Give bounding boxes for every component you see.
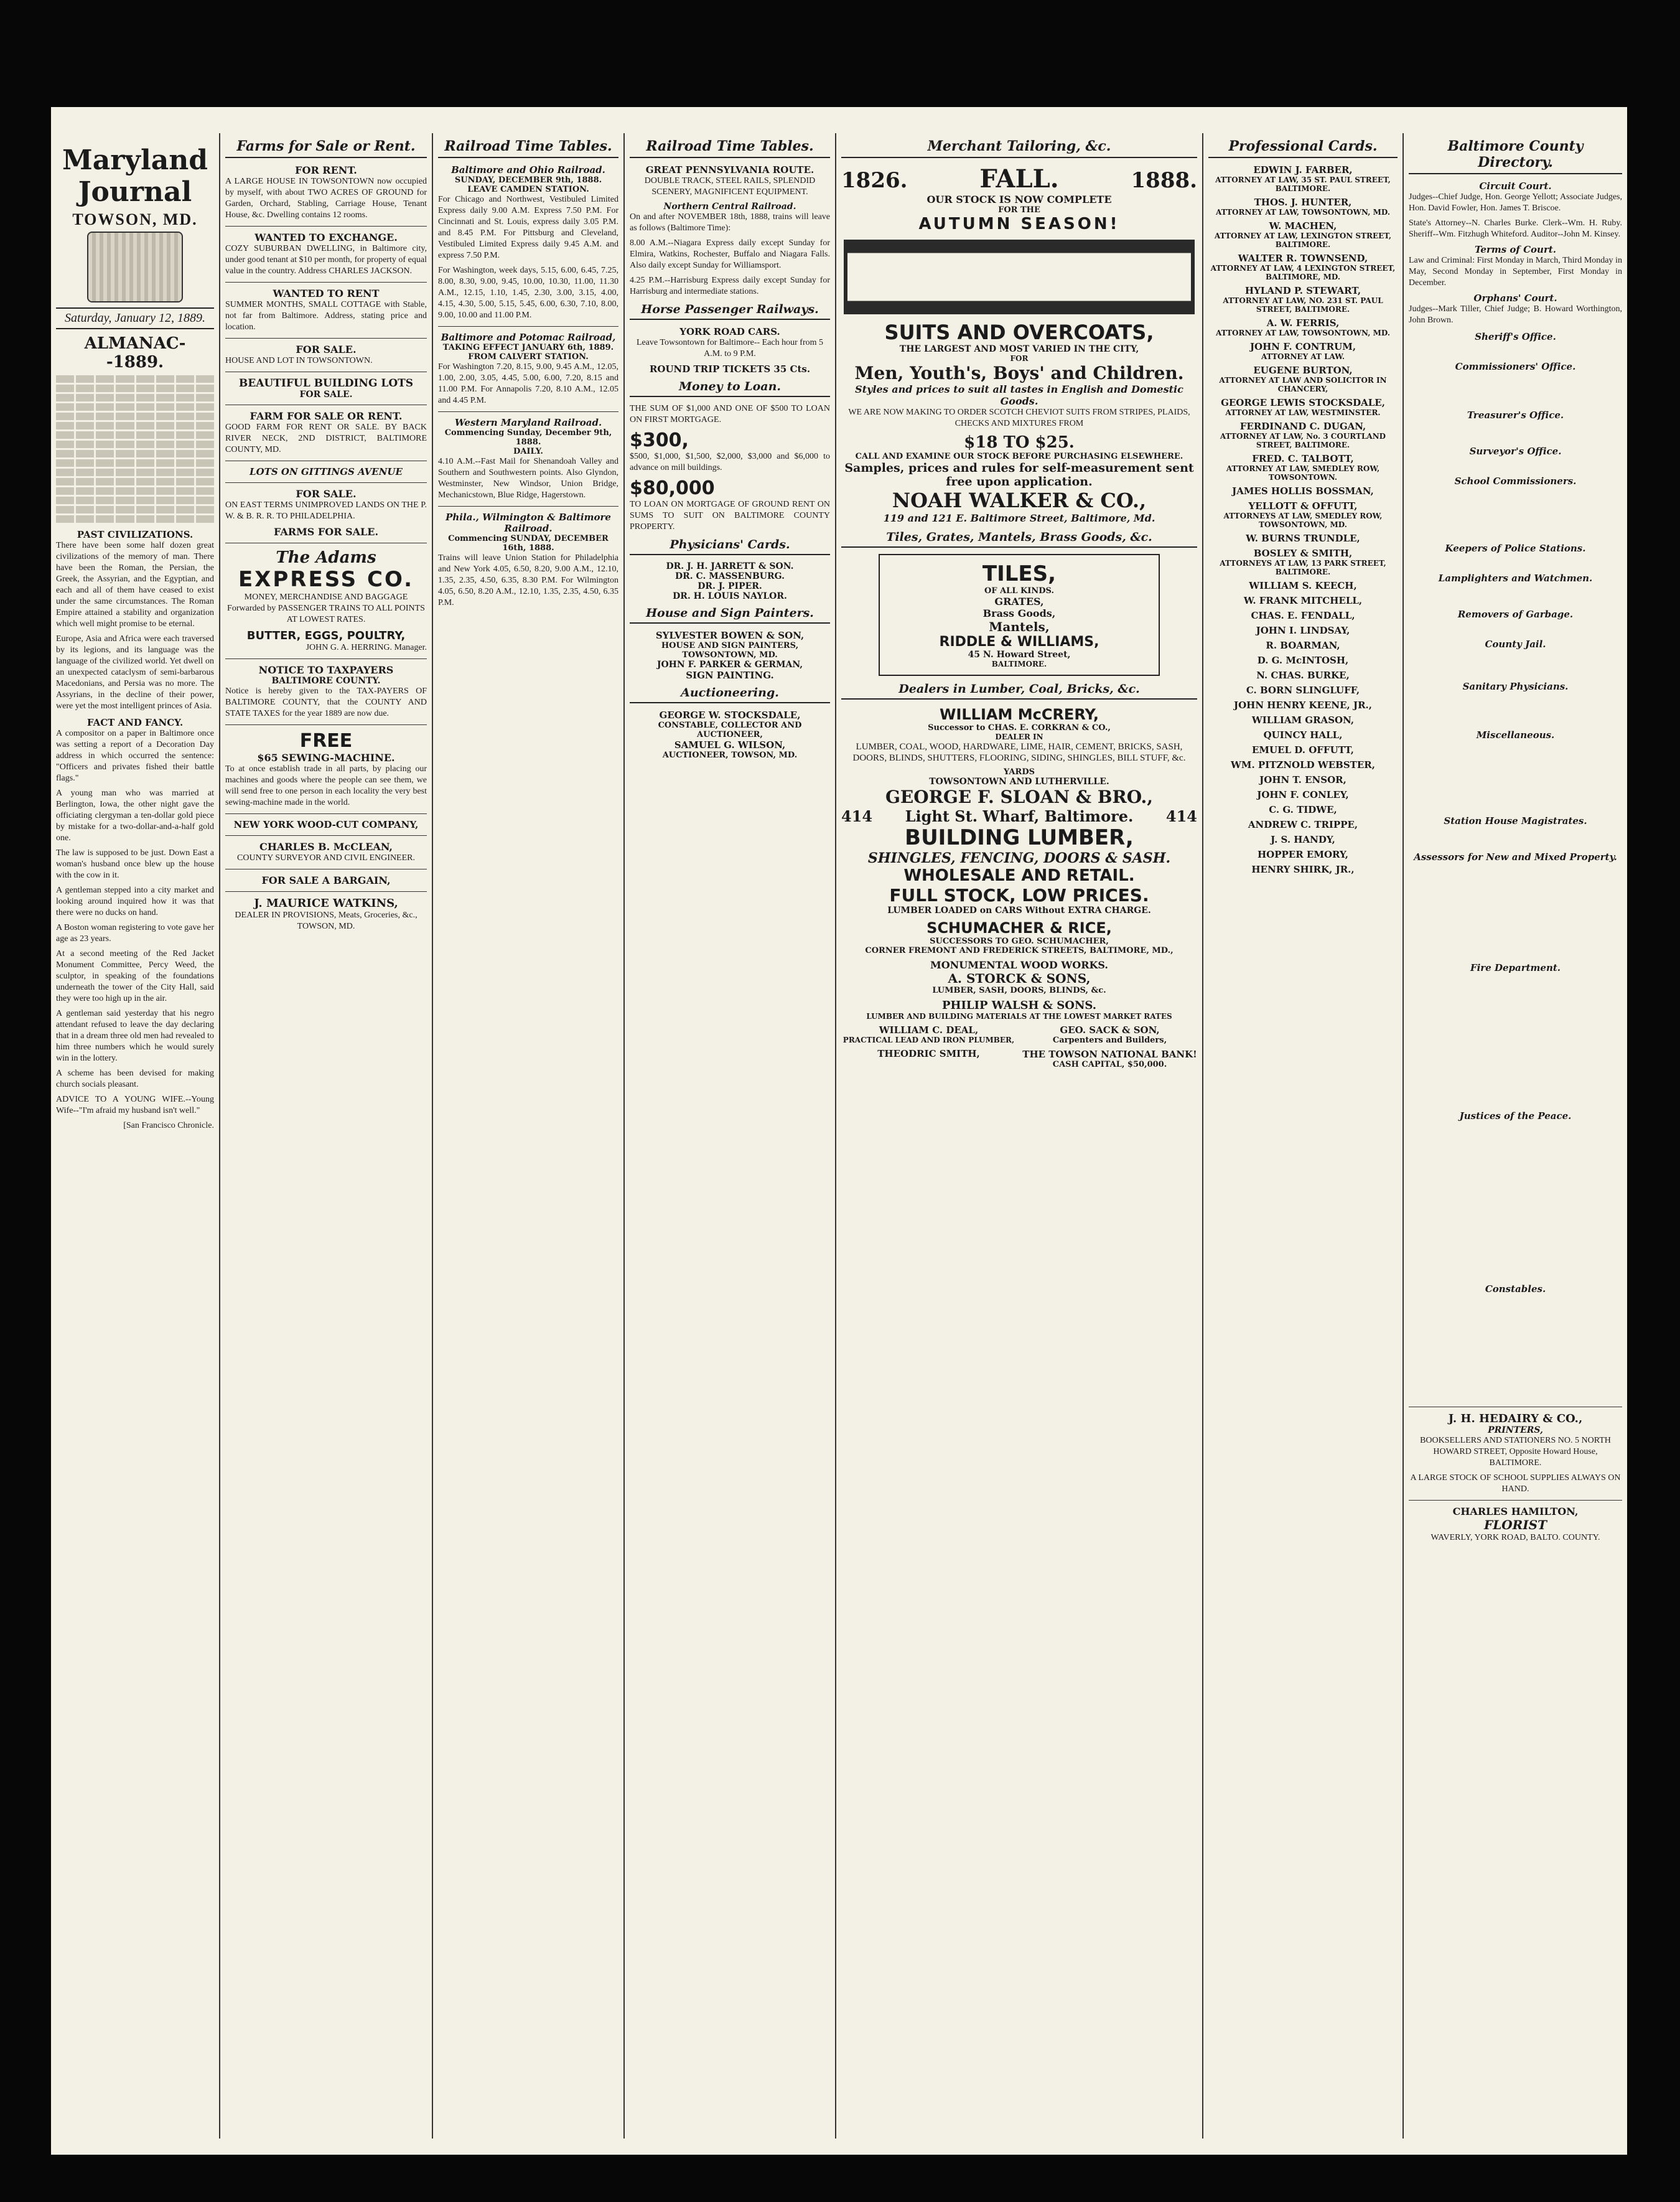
section-divider [438, 411, 618, 412]
wholesale-banner: WHOLESALE AND RETAIL. [903, 866, 1135, 885]
lawyer-card: D. G. McINTOSH, [1257, 655, 1349, 666]
railroad-name: Northern Central Railroad. [663, 202, 796, 212]
lawyer-card: EMUEL D. OFFUTT, [1251, 744, 1355, 756]
schedule-text: On and after NOVEMBER 18th, 1888, trains will leave as follows (Baltimore Time): [630, 212, 830, 233]
lumber-note: LUMBER LOADED on CARS Without EXTRA CHARGE. [887, 906, 1151, 916]
county-directory-column [1404, 138, 1627, 2139]
article-paragraph: Europe, Asia and Africa were each traversed by its legions, and its language was the language of the civilized world. Yet dwell on an unexpected cataclysm of semi-barbarous Macedonians, and Persia was no more. The Assyrians, in the decline of their power, were yet the most intelligent princes of Asia. [56, 634, 214, 711]
lumber-goods: LUMBER, COAL, WOOD, HARDWARE, LIME, HAIR, CEMENT, BRICKS, SASH, DOORS, BLINDS, SHUTTERS, FLOORING, SIDING, SHINGLES, BILL STUFF, &c. [852, 742, 1186, 763]
section-divider [438, 326, 618, 327]
lawyer-card-sub: ATTORNEYS AT LAW, 13 PARK STREET, BALTIMORE. [1220, 559, 1386, 576]
ad-body: A LARGE HOUSE IN TOWSONTOWN now occupied by myself, with about TWO ACRES OF GROUND for Garden, Orchard, Stabling, Carriage House, Tenant House, &c. Dwelling contains 12 rooms. [225, 177, 427, 220]
article-paragraph: A young man who was married at Berlington, Iowa, the other night gave the officiating clergyman a ten-dollar gold piece by mistake for a two-dollar-and-a-half gold one. [56, 789, 214, 843]
ad-body: COUNTY SURVEYOR AND CIVIL ENGINEER. [237, 853, 415, 863]
schedule-text: For Washington 7.20, 8.15, 9.00, 9.45 A.M., 12.05, 1.00, 2.00, 3.05, 4.45, 5.00, 6.00, 7.20, 8.15 and 11.00 P.M. For Annapolis 7.20, 8.10 A.M., 12.05 and 4.45 P.M. [438, 362, 618, 405]
lumber-firm: WILLIAM McCRERY, [939, 706, 1099, 723]
section-heading: Horse Passenger Railways. [630, 302, 830, 320]
wharf-address: Light St. Wharf, Baltimore. [905, 807, 1134, 825]
ad-body: THE SUM OF $1,000 AND ONE OF $500 TO LOAN ON FIRST MORTGAGE. [630, 404, 830, 424]
schumacher-sub: SUCCESSORS TO GEO. SCHUMACHER, [930, 937, 1109, 946]
ticket-notice: ROUND TRIP TICKETS 35 Cts. [649, 363, 811, 375]
lawyer-card: JOHN T. ENSOR, [1259, 774, 1346, 785]
directory-subheading: Assessors for New and Mixed Property. [1414, 851, 1617, 863]
newspaper-page [51, 107, 1627, 2155]
schumacher-address: CORNER FREMONT AND FREDERICK STREETS, BALTIMORE, MD., [865, 946, 1174, 955]
lawyer-card: A. W. FERRIS, [1266, 317, 1340, 329]
ad-divider [225, 658, 427, 659]
walsh-sub: LUMBER AND BUILDING MATERIALS AT THE LOWEST MARKET RATES [866, 1012, 1172, 1021]
ad-title: FOR SALE. [296, 488, 357, 500]
sack-firm: GEO. SACK & SON, [1060, 1024, 1160, 1036]
ad-body: TO LOAN ON MORTGAGE OF GROUND RENT ON SUMS TO SUIT ON BALTIMORE COUNTY PROPERTY. [630, 500, 830, 532]
ad-title: FOR SALE A BARGAIN, [261, 874, 391, 886]
ad-title: GEORGE W. STOCKSDALE, [659, 710, 801, 721]
stock-line: OUR STOCK IS NOW COMPLETE [926, 194, 1112, 205]
schedule-text: 4.25 P.M.--Harrisburg Express daily except Sunday for Harrisburg and intermediate stations. [630, 276, 830, 296]
railroad-tagline: DOUBLE TRACK, STEEL RAILS, SPLENDID SCENERY, MAGNIFICENT EQUIPMENT. [644, 176, 816, 197]
tiles-item: Mantels, [989, 619, 1050, 634]
ad-divider [225, 835, 427, 836]
tiles-address: 45 N. Howard Street, [968, 650, 1071, 660]
ad-title: BEAUTIFUL BUILDING LOTS [238, 377, 414, 390]
directory-subheading: Removers of Garbage. [1457, 609, 1574, 620]
section-heading: Physicians' Cards. [630, 538, 830, 555]
ad-divider [225, 282, 427, 283]
directory-subheading: Sheriff's Office. [1475, 331, 1556, 342]
lawyer-card: HENRY SHIRK, JR., [1251, 864, 1355, 875]
florist-title: FLORIST [1484, 1517, 1547, 1532]
year-right: 1888. [1131, 168, 1197, 193]
lawyer-card: YELLOTT & OFFUTT, [1248, 500, 1358, 512]
lawyer-card: C. BORN SLINGLUFF, [1246, 685, 1360, 696]
railroad-name: Baltimore and Ohio Railroad. [451, 164, 605, 176]
ad-title: YORK ROAD CARS. [679, 326, 780, 337]
masthead-column [51, 138, 219, 2139]
lawyer-card: W. FRANK MITCHELL, [1243, 595, 1363, 606]
ad-title: LOTS ON GITTINGS AVENUE [250, 466, 403, 477]
ad-title: WANTED TO RENT [273, 288, 380, 299]
bank-name: THE TOWSON NATIONAL BANK! [1022, 1049, 1197, 1060]
lawyer-card: EUGENE BURTON, [1253, 365, 1353, 376]
monument-title: MONUMENTAL WOOD WORKS. [930, 959, 1108, 971]
article-paragraph: A gentleman said yesterday that his negro attendant refused to leave the day declaring that in a dream three old men had revealed to him three numbers which he would surely win in the lottery. [56, 1009, 214, 1063]
ad-subtitle: FOR SALE. [299, 390, 353, 400]
wharf-number: 414 [1165, 807, 1197, 825]
section-divider [438, 506, 618, 507]
section-heading: House and Sign Painters. [630, 606, 830, 624]
directory-entry: Judges--Mark Tiller, Chief Judge; B. Howard Worthington, John Brown. [1409, 304, 1622, 325]
directory-subheading: Justices of the Peace. [1459, 1110, 1572, 1122]
ad-body: ON EAST TERMS UNIMPROVED LANDS ON THE P. W. & B. R. R. TO PHILADELPHIA. [225, 500, 427, 521]
section-heading: Professional Cards. [1208, 138, 1398, 158]
section-heading: Farms for Sale or Rent. [225, 138, 427, 158]
tiles-item: GRATES, [994, 596, 1044, 607]
building-lumber: BUILDING LUMBER, [905, 825, 1134, 850]
tagline: THE LARGEST AND MOST VARIED IN THE CITY, [899, 344, 1139, 354]
ad-body: CALL AND EXAMINE OUR STOCK BEFORE PURCHASING ELSEWHERE. [855, 452, 1183, 461]
lawyer-card: HOPPER EMORY, [1257, 849, 1349, 860]
directory-subheading: School Commissioners. [1454, 476, 1577, 487]
sewing-title: $65 SEWING-MACHINE. [257, 752, 395, 764]
directory-subheading: Constables. [1485, 1283, 1546, 1295]
professional-cards-column [1203, 138, 1402, 2139]
ad-body: WE ARE NOW MAKING TO ORDER SCOTCH CHEVIOT SUITS FROM STRIPES, PLAIDS, CHECKS AND MIXTURES FROM [848, 408, 1190, 428]
printer-sub: PRINTERS, [1488, 1425, 1543, 1435]
lawyer-card-sub: ATTORNEY AT LAW, 35 ST. PAUL STREET, BALTIMORE. [1215, 176, 1391, 193]
ad-subtitle: CONSTABLE, COLLECTOR AND AUCTIONEER, [658, 721, 802, 739]
directory-subheading: Commissioners' Office. [1455, 361, 1576, 372]
directory-subheading: Station House Magistrates. [1444, 815, 1587, 827]
railroad-station: DAILY. [513, 447, 543, 456]
ad-body: COZY SUBURBAN DWELLING, in Baltimore city, under good tenant at $10 per month, for property of equal value in the country. Address CHARLES JACKSON. [225, 244, 427, 276]
lumber-sub: DEALER IN [995, 733, 1043, 741]
lawyer-card: WILLIAM S. KEECH, [1249, 580, 1357, 591]
printer-firm: J. H. HEDAIRY & CO., [1448, 1412, 1583, 1425]
bottom-ads [841, 1024, 1197, 1069]
storck-sub: LUMBER, SASH, DOORS, BLINDS, &c. [932, 986, 1106, 995]
season-header [841, 164, 1197, 194]
lawyer-card-sub: ATTORNEY AT LAW, 4 LEXINGTON STREET, BALTIMORE, MD. [1210, 264, 1396, 281]
lawyer-card: HYLAND P. STEWART, [1244, 285, 1361, 296]
ad-title: SIGN PAINTING. [686, 670, 774, 681]
directory-subheading: Terms of Court. [1474, 244, 1556, 255]
lawyer-card: GEORGE LEWIS STOCKSDALE, [1221, 397, 1385, 408]
directory-subheading: Sanitary Physicians. [1462, 681, 1569, 692]
lawyer-card: JOHN F. CONLEY, [1257, 789, 1349, 800]
printer-body: A LARGE STOCK OF SCHOOL SUPPLIES ALWAYS ON HAND. [1410, 1473, 1621, 1494]
lawyer-card: QUINCY HALL, [1263, 729, 1343, 741]
lawyer-card: J. S. HANDY, [1271, 834, 1335, 845]
lawyer-card-sub: ATTORNEY AT LAW, WESTMINSTER. [1225, 408, 1381, 417]
railroad-column [433, 138, 623, 2139]
physician-card: DR. C. MASSENBURG. [675, 571, 785, 581]
firm-address: 119 and 121 E. Baltimore Street, Baltimore, Md. [883, 512, 1155, 524]
directory-subheading: County Jail. [1485, 639, 1546, 650]
article-paragraph: A compositor on a paper in Baltimore once was setting a report of a Decoration Day address in which occurred the sentence: "Officers and privates fished their battle flags." [56, 729, 214, 783]
schedule-text: For Chicago and Northwest, Vestibuled Limited Express daily 9.00 A.M. Express 7.50 P.M. For Cincinnati and St. Louis, express daily 3.05 P.M. and 8.45 P.M. For Pittsburg and Cleveland, Vestibuled Limited Express daily 9.45 A.M. and express 7.50 P.M. [438, 195, 618, 260]
tiles-advertisement [879, 554, 1160, 676]
bank-capital: CASH CAPITAL, $50,000. [1052, 1060, 1167, 1069]
lawyer-card-sub: ATTORNEY AT LAW, TOWSONTOWN, MD. [1215, 208, 1391, 217]
lawyer-card: JOHN F. CONTRUM, [1249, 341, 1356, 352]
express-body: MONEY, MERCHANDISE AND BAGGAGE Forwarded by PASSENGER TRAINS TO ALL POINTS AT LOWEST RATES. [227, 593, 425, 624]
decorative-lettering [844, 240, 1195, 314]
railroad-name: Phila., Wilmington & Baltimore Railroad. [446, 512, 611, 534]
ad-title: WANTED TO EXCHANGE. [254, 232, 398, 243]
ad-body: SUMMER MONTHS, SMALL COTTAGE with Stable, not far from Baltimore. Address, stating price and location. [225, 300, 427, 332]
directory-entry: Law and Criminal: First Monday in March, Third Monday in May, Second Monday in September, First Monday in December. [1409, 256, 1622, 288]
wharf-line [841, 807, 1197, 825]
railroad-name: GREAT PENNSYLVANIA ROUTE. [645, 164, 814, 176]
schedule-text: 8.00 A.M.--Niagara Express daily except Sunday for Elmira, Watkins, Rochester, Buffalo and Niagara Falls. Also daily except Sunday for Williamsport. [630, 238, 830, 270]
directory-subheading: Miscellaneous. [1476, 729, 1555, 741]
ad-body: $500, $1,000, $1,500, $2,000, $3,000 and $6,000 to advance on mill buildings. [630, 452, 830, 472]
ad-title: SAMUEL G. WILSON, [674, 739, 786, 751]
lawyer-card-sub: ATTORNEYS AT LAW, SMEDLEY ROW, TOWSONTOWN, MD. [1223, 512, 1383, 529]
lumber-yards: TOWSONTOWN AND LUTHERVILLE. [929, 777, 1109, 787]
lawyer-card-sub: ATTORNEY AT LAW, TOWSONTOWN, MD. [1215, 329, 1391, 337]
railroad-date: Commencing SUNDAY, DECEMBER 16th, 1888. [448, 534, 609, 553]
article-paragraph: A gentleman stepped into a city market and looking around inquired how it was that there were no ducks on hand. [56, 886, 214, 917]
lawyer-card: JOHN I. LINDSAY, [1256, 625, 1350, 636]
farms-column [220, 138, 432, 2139]
express-goods: BUTTER, EGGS, POULTRY, [246, 629, 406, 642]
ad-title: CHARLES B. McCLEAN, [259, 841, 393, 853]
express-title: The Adams [276, 548, 376, 567]
smith-firm: THEODRIC SMITH, [877, 1048, 980, 1059]
lawyer-card-sub: ATTORNEY AT LAW, NO. 231 ST. PAUL STREET, BALTIMORE. [1223, 296, 1383, 314]
walsh-firm: PHILIP WALSH & SONS. [941, 999, 1097, 1012]
schumacher-firm: SCHUMACHER & RICE, [926, 919, 1112, 937]
lawyer-card-sub: ATTORNEY AT LAW AND SOLICITOR IN CHANCERY, [1219, 376, 1387, 393]
ad-divider [225, 338, 427, 339]
money-amount: $80,000 [630, 477, 715, 499]
article-paragraph: There have been some half dozen great civilizations of the memory of man. There have been the Roman, the Persian, the Greek, the Assyrian, and the Egyptian, and each and all of them have ceased to exist under the same circumstances. The Roman Empire attained a stability and organization which well might promise to be eternal. [56, 541, 214, 629]
tagline: FOR [1010, 354, 1029, 363]
ad-divider [225, 891, 427, 892]
ad-body: HOUSE AND LOT IN TOWSONTOWN. [225, 356, 373, 365]
article-paragraph: The law is supposed to be just. Down East a woman's husband once blew up the house with the cow in it. [56, 848, 214, 880]
suits-banner: SUITS AND OVERCOATS, [884, 321, 1154, 344]
advertisements-column [836, 138, 1202, 2139]
lumber-sub: Successor to CHAS. E. CORKRAN & CO., [928, 723, 1111, 733]
railroad-station: LEAVE CAMDEN STATION. [467, 185, 589, 194]
railroad-name: Baltimore and Potomac Railroad, [441, 332, 616, 343]
tiles-subtitle: OF ALL KINDS. [984, 586, 1054, 596]
samples-line: Samples, prices and rules for self-measurement sent free upon application. [844, 461, 1194, 489]
lawyer-card: WALTER R. TOWNSEND, [1238, 253, 1368, 264]
ad-divider [1409, 1500, 1622, 1501]
lawyer-card-sub: ATTORNEY AT LAW, LEXINGTON STREET, BALTIMORE. [1214, 232, 1392, 249]
tiles-title: TILES, [982, 561, 1057, 586]
article-source: [San Francisco Chronicle. [123, 1121, 214, 1130]
ad-title: FARM FOR SALE OR RENT. [250, 410, 403, 422]
ad-subtitle: HOUSE AND SIGN PAINTERS, TOWSONTOWN, MD. [661, 641, 799, 660]
ad-divider [225, 482, 427, 483]
issue-date: Saturday, January 12, 1889. [56, 307, 214, 329]
deal-sub: PRACTICAL LEAD AND IRON PLUMBER, [842, 1036, 1015, 1044]
lawyer-card: WILLIAM GRASON, [1251, 714, 1355, 726]
ad-title: NEW YORK WOOD-CUT COMPANY, [233, 819, 419, 830]
lawyer-card: W. BURNS TRUNDLE, [1246, 533, 1360, 544]
printer-body: BOOKSELLERS AND STATIONERS NO. 5 NORTH HOWARD STREET, Opposite Howard House, BALTIMORE. [1420, 1436, 1611, 1468]
lawyer-card: C. G. TIDWE, [1269, 804, 1337, 815]
lawyer-card: N. CHAS. BURKE, [1256, 670, 1350, 681]
lawyer-card-sub: ATTORNEY AT LAW, No. 3 COURTLAND STREET, BALTIMORE. [1220, 432, 1386, 449]
physician-card: DR. J. H. JARRETT & SON. [666, 561, 794, 571]
tiles-firm: RIDDLE & WILLIAMS, [939, 634, 1099, 650]
physician-card: DR. J. PIPER. [698, 581, 762, 591]
physician-card: DR. H. LOUIS NAYLOR. [673, 591, 787, 601]
ad-title: FARMS FOR SALE. [273, 526, 379, 538]
lawyer-card: ANDREW C. TRIPPE, [1248, 819, 1358, 830]
sack-sub: Carpenters and Builders, [1052, 1036, 1167, 1045]
wharf-number: 414 [841, 807, 873, 825]
section-heading: Baltimore County Directory. [1409, 138, 1622, 174]
free-banner: FREE [299, 730, 353, 752]
notice-title: NOTICE TO TAXPAYERS [258, 664, 394, 676]
lawyer-card: JOHN HENRY KEENE, JR., [1233, 700, 1373, 711]
section-heading: Railroad Time Tables. [630, 138, 830, 158]
notice-subtitle: BALTIMORE COUNTY. [271, 676, 381, 686]
lumber-products: SHINGLES, FENCING, DOORS & SASH. [867, 850, 1171, 866]
season-title: FALL. [979, 164, 1059, 194]
deal-firm: WILLIAM C. DEAL, [879, 1024, 979, 1036]
price-range: $18 TO $25. [964, 433, 1075, 452]
railroad-date: Commencing Sunday, December 9th, 1888. [444, 428, 612, 447]
lumber-yards: YARDS [1003, 767, 1035, 777]
directory-entry: State's Attorney--N. Charles Burke. Clerk--Wm. H. Ruby. Sheriff--Wm. Fitzhugh Whiteford. Auditor--John M. Kinsey. [1409, 218, 1622, 239]
directory-subheading: Fire Department. [1470, 962, 1561, 973]
express-title: EXPRESS CO. [238, 567, 414, 592]
railroad-money-column [625, 138, 835, 2139]
year-left: 1826. [841, 168, 908, 193]
directory-subheading: Orphans' Court. [1473, 293, 1557, 304]
ad-body: Leave Towsontown for Baltimore-- Each hour from 5 A.M. to 9 P.M. [636, 338, 824, 358]
ad-title: J. MAURICE WATKINS, [254, 897, 398, 910]
article-paragraph: A scheme has been devised for making church socials pleasant. [56, 1069, 214, 1089]
lawyer-card: FERDINAND C. DUGAN, [1239, 421, 1366, 432]
tiles-item: Brass Goods, [982, 607, 1056, 619]
customers-line: Men, Youth's, Boys' and Children. [854, 363, 1184, 383]
article-heading: FACT AND FANCY. [86, 717, 184, 728]
section-heading: Dealers in Lumber, Coal, Bricks, &c. [841, 682, 1197, 700]
directory-subheading: Circuit Court. [1479, 180, 1552, 192]
lawyer-card: JAMES HOLLIS BOSSMAN, [1232, 485, 1374, 497]
ad-title: SYLVESTER BOWEN & SON, [655, 630, 805, 641]
railroad-name: Western Maryland Railroad. [454, 417, 602, 428]
state-seal-illustration [87, 232, 183, 302]
lawyer-card: FRED. C. TALBOTT, [1252, 453, 1354, 464]
railroad-station: FROM CALVERT STATION. [468, 352, 589, 362]
directory-subheading: Keepers of Police Stations. [1445, 543, 1586, 554]
section-heading: Railroad Time Tables. [438, 138, 618, 158]
article-paragraph: ADVICE TO A YOUNG WIFE.--Young Wife--"I'm afraid my husband isn't well." [56, 1095, 214, 1115]
lawyer-card: R. BOARMAN, [1266, 640, 1340, 651]
article-heading: PAST CIVILIZATIONS. [77, 529, 194, 540]
schedule-text: 4.10 A.M.--Fast Mail for Shenandoah Valley and Southern and Southwestern points. Also Glyndon, Westminster, New Windsor, Union Bridge, Mechanicstown, Blue Ridge, Hagerstown. [438, 457, 618, 500]
almanac-calendar [56, 375, 214, 523]
ad-divider [225, 813, 427, 814]
lawyer-card: THOS. J. HUNTER, [1254, 197, 1352, 208]
article-paragraph: At a second meeting of the Red Jacket Monument Committee, Percy Weed, the sculptor, in speaking of the foundations underneath the tower of the City Hall, said they were too high up in the air. [56, 949, 214, 1003]
florist-name: CHARLES HAMILTON, [1452, 1506, 1579, 1517]
almanac-title: ALMANAC--1889. [84, 334, 186, 372]
money-amount: $300, [630, 429, 689, 451]
tagline: Styles and prices to suit all tastes in English and Domestic Goods. [855, 383, 1183, 407]
directory-subheading: Surveyor's Office. [1469, 446, 1562, 457]
express-agent: JOHN G. A. HERRING. Manager. [306, 643, 427, 652]
directory-subheading: Lamplighters and Watchmen. [1438, 573, 1593, 584]
ad-subtitle: AUCTIONEER, TOWSON, MD. [662, 751, 798, 760]
schedule-text: Trains will leave Union Station for Philadelphia and New York 4.05, 6.50, 8.20, 9.00 A.M., 12.10, 1.35, 2.35, 4.50, 6.35, 8.30 P.M. For Wilmington 4.05, 6.50, 8.20 A.M., 12.10, 1.35, 2.35, 4.50, 6.35 P.M. [438, 553, 618, 607]
section-heading: Merchant Tailoring, &c. [841, 138, 1197, 158]
sloan-firm: GEORGE F. SLOAN & BRO., [885, 787, 1154, 807]
railroad-date: TAKING EFFECT JANUARY 6th, 1889. [442, 343, 614, 352]
masthead-title: Maryland Journal [62, 144, 208, 208]
section-heading: Auctioneering. [630, 686, 830, 703]
ad-title: JOHN F. PARKER & GERMAN, [656, 660, 803, 670]
directory-entry: Judges--Chief Judge, Hon. George Yellott; Associate Judges, Hon. David Fowler, Hon. James T. Briscoe. [1409, 192, 1622, 213]
lawyer-card-sub: ATTORNEY AT LAW, SMEDLEY ROW, TOWSONTOWN. [1226, 464, 1380, 482]
notice-body: Notice is hereby given to the TAX-PAYERS OF BALTIMORE COUNTY, that the COUNTY AND STATE TAXES for the year 1889 are now due. [225, 686, 427, 718]
ad-title: FOR SALE. [296, 344, 357, 355]
ad-divider [225, 226, 427, 227]
stock-line: FOR THE [998, 205, 1040, 215]
railroad-date: SUNDAY, DECEMBER 9th, 1888. [454, 176, 602, 185]
schedule-text: For Washington, week days, 5.15, 6.00, 6.45, 7.25, 8.00, 8.30, 9.00, 9.45, 10.00, 10.30, 11.00, 11.30 A.M., 12.15, 1.10, 1.45, 2.30, 3.00, 3.15, 4.00, 4.15, 4.30, 5.00, 5.15, 5.45, 6.00, 6.30, 7.10, 8.00, 9.00, 10.00 and 11.00 P.M. [438, 266, 618, 320]
lawyer-card: EDWIN J. FARBER, [1253, 164, 1353, 176]
masthead-location: TOWSON, MD. [72, 210, 198, 228]
ad-body: DEALER IN PROVISIONS, Meats, Groceries, &c., TOWSON, MD. [235, 911, 418, 931]
florist-body: WAVERLY, YORK ROAD, BALTO. COUNTY. [1430, 1533, 1600, 1542]
storck-firm: A. STORCK & SONS, [948, 971, 1091, 986]
lawyer-card: CHAS. E. FENDALL, [1251, 610, 1355, 621]
lawyer-card: W. MACHEN, [1269, 220, 1337, 232]
firm-name: NOAH WALKER & CO., [892, 489, 1147, 512]
lawyer-card-sub: ATTORNEY AT LAW. [1261, 352, 1345, 361]
tiles-city: BALTIMORE. [991, 660, 1047, 668]
article-paragraph: A Boston woman registering to vote gave her age as 23 years. [56, 923, 214, 944]
section-heading: Tiles, Grates, Mantels, Brass Goods, &c. [841, 530, 1197, 548]
ad-title: FOR RENT. [295, 164, 357, 176]
deal-ad [841, 1024, 1016, 1069]
autumn-banner: AUTUMN SEASON! [918, 215, 1120, 233]
ad-divider [225, 724, 427, 725]
ad-body: GOOD FARM FOR RENT OR SALE. BY BACK RIVER NECK, 2ND DISTRICT, BALTIMORE COUNTY, MD. [225, 423, 427, 454]
section-heading: Money to Loan. [630, 380, 830, 397]
directory-subheading: Treasurer's Office. [1467, 410, 1564, 421]
sewing-body: To at once establish trade in all parts, by placing our machines and goods where the people can see them, we will send free to one person in each locality the very best sewing-machine made in the world. [225, 764, 427, 807]
lawyer-card: WM. PITZNOLD WEBSTER, [1231, 759, 1375, 771]
sack-ad [1022, 1024, 1197, 1069]
full-stock-banner: FULL STOCK, LOW PRICES. [889, 885, 1149, 906]
lawyer-card: BOSLEY & SMITH, [1253, 548, 1353, 559]
